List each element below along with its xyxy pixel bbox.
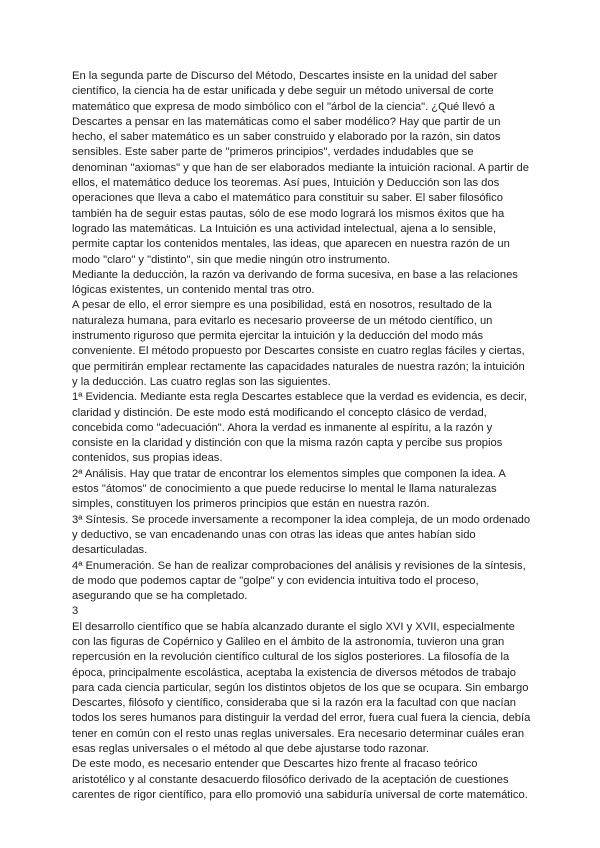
text-line: logrado las matemáticas. La Intuición es una actividad intelectual, ajena a lo sensible, [72,222,497,235]
text-line: naturaleza humana, para evitarlo es necesario proveerse de un método científico, un [72,314,493,327]
text-line: En la segunda parte de Discurso del Método, Descartes insiste en la unidad del saber [72,70,498,82]
text-line: claridad y distinción. De este modo está modificando el concepto clásico de verdad, [72,406,487,419]
text-line: denominan "axiomas" y que han de ser elaborados mediante la intuición racional. A partir de [72,161,529,174]
text-line: 4ª Enumeración. Se han de realizar comprobaciones del análisis y revisiones de la síntesis, [72,559,526,572]
text-line: contenidos, sus propias ideas. [72,452,223,465]
text-line: 3ª Síntesis. Se procede inversamente a recomponer la idea compleja, de un modo ordenado [72,513,531,526]
text-line: para cada ciencia particular, según los distintos objetos de los que se ocupara. Sin embargo [72,681,529,694]
text-line: carentes de rigor científico, para ello promovió una sabiduría universal de corte matemático. [72,788,528,801]
text-line: asegurando que se ha completado. [72,590,248,603]
text-line: modo "claro" y "distinto", sin que medie ningún otro instrumento. [72,253,391,266]
text-line: estos "átomos" de conocimiento a que puede reducirse lo mental le llama naturalezas [72,483,497,496]
text-line: El desarrollo científico que se había alcanzado durante el siglo XVI y XVII, especialmente [72,620,515,633]
text-line: aristotélico y al constante desacuerdo filosófico derivado de la aceptación de cuestiones [72,773,509,786]
text-line: simples, constituyen los primeros principios que están en nuestra razón. [72,498,430,511]
text-line: De este modo, es necesario entender que Descartes hizo frente al fracaso teórico [72,758,478,771]
text-line: ellos, el matemático deduce los teoremas. Así pues, Intuición y Deducción son las dos [72,177,500,190]
document-body [72,69,531,803]
text-line: y deductivo, se van encadenando unas con otras las ideas que antes habían sido [72,528,476,541]
text-line: también ha de seguir estas pautas, sólo de ese modo logrará los mismos éxitos que ha [72,207,505,220]
text-line: desarticuladas. [72,544,148,557]
text-line: sensibles. Este saber parte de "primeros principios", verdades indudables que se [72,146,474,159]
text-line: tener en común con el resto unas reglas universales. Era necesario determinar cuáles eran [72,727,525,740]
text-line: instrumento riguroso que permita ejercitar la intuición y la deducción del modo más [72,330,484,343]
page-number: 3 [72,605,79,618]
text-line: que permitirán emplear rectamente las capacidades naturales de nuestra razón; la intuición [72,360,525,373]
text-line: 1ª Evidencia. Mediante esta regla Descartes establece que la verdad es evidencia, es decir, [72,391,528,404]
text-line: Descartes a pensar en las matemáticas como el saber modélico? Hay que partir de un [72,115,501,128]
text-line: concebida como "adecuación". Ahora la verdad es inmanente al espíritu, a la razón y [72,421,493,434]
text-line: esas reglas universales o el método al que debe ajustarse todo razonar. [72,743,429,756]
text-line: Mediante la deducción, la razón va derivando de forma sucesiva, en base a las relaciones [72,268,518,281]
text-line: hecho, el saber matemático es un saber construido y elaborado por la razón, sin datos [72,131,501,144]
text-line: época, principalmente escolástica, aceptaba la existencia de diversos métodos de trabajo [72,666,517,679]
text-line: operaciones que lleva a cabo el matemático para constituir su saber. El saber filosófico [72,192,503,205]
text-line: lógicas existentes, un contenido mental tras otro. [72,284,315,297]
text-line: repercusión en la revolución científico cultural de los siglos posteriores. La filosofía de la [72,651,510,664]
text-line: A pesar de ello, el error siempre es una posibilidad, está en nosotros, resultado de la [72,299,492,312]
text-line: conveniente. El método propuesto por Descartes consiste en cuatro reglas fáciles y ciertas, [72,345,525,358]
text-line: permite captar los contenidos mentales, las ideas, que aparecen en nuestra razón de un [72,238,510,251]
text-line: Descartes, filósofo y científico, consideraba que si la razón era la facultad con que nacían [72,697,517,710]
text-line: 2ª Análisis. Hay que tratar de encontrar los elementos simples que componen la idea. A [72,467,506,480]
text-line: matemático que expresa de modo simbólico con el "árbol de la ciencia". ¿Qué llevó a [72,100,495,113]
text-line: científico, la ciencia ha de estar unificada y debe seguir un método universal de corte [72,85,494,98]
text-line: todos los seres humanos para distinguir la verdad del error, fuera cual fuera la ciencia, debía [72,712,531,725]
text-line: con las figuras de Copérnico y Galileo en el ámbito de la astronomía, tuvieron una gran [72,635,505,648]
text-line: de modo que podemos captar de "golpe" y con evidencia intuitiva todo el proceso, [72,574,479,587]
text-line: y la deducción. Las cuatro reglas son las siguientes. [72,375,331,388]
text-line: consiste en la claridad y distinción con que la misma razón capta y percibe sus propios [72,437,503,450]
